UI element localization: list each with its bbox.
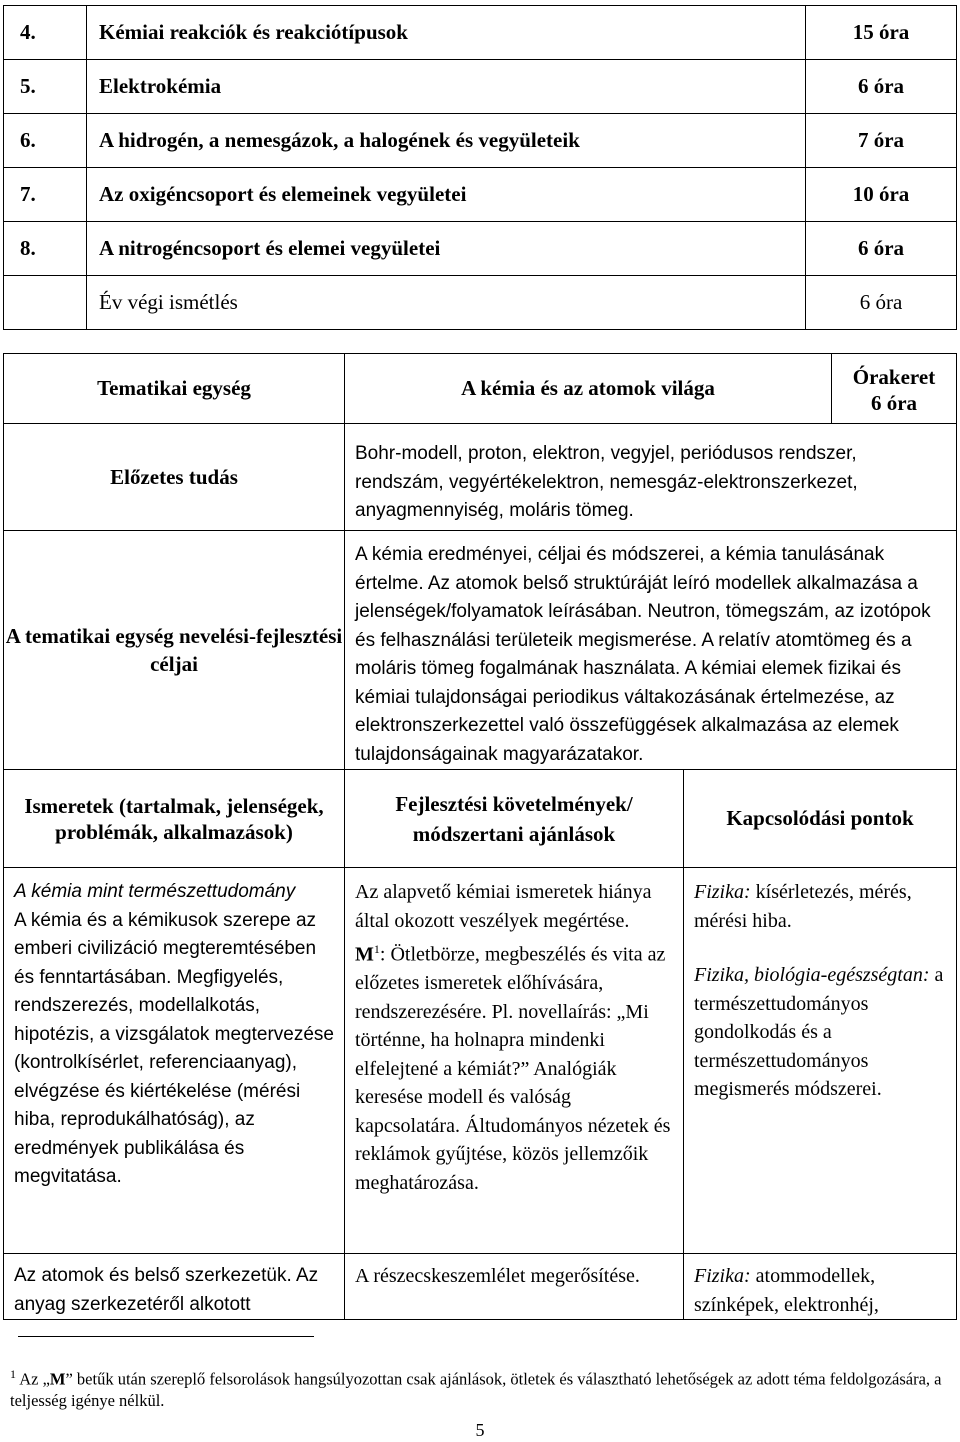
- connection-subject-3: Fizika:: [694, 1265, 751, 1287]
- content-cell-1: [4, 868, 345, 1254]
- connections-cell-2: [684, 1254, 957, 1320]
- thematic-unit-table: [3, 353, 957, 1320]
- topic-title: Elektrokémia: [87, 60, 806, 114]
- connection-subject-2: Fizika, biológia-egészségtan:: [694, 964, 930, 986]
- topic-number: 8.: [4, 222, 87, 276]
- prior-knowledge-text: Bohr-modell, proton, elektron, vegyjel, periódusos rendszer, rendszám, vegyértékelektron, nemesgáz-elektronszerkezet, anyagmennyiség, moláris tömeg.: [345, 424, 957, 531]
- connection-text-3: atommodellek, színképek, elektronhéj,: [694, 1265, 879, 1316]
- col1-header: Ismeretek (tartalmak, jelenségek, problémák, alkalmazások): [4, 770, 345, 868]
- topic-row: [4, 6, 957, 60]
- footnote-text-after: ” betűk után szereplő felsorolások hangsúlyozottan csak ajánlások, ötletek és választható lehetőségek az adott téma feldolgozására, a teljesség igénye nélkül.: [10, 1369, 942, 1410]
- topic-title: Az oxigéncsoport és elemeinek vegyületei: [87, 168, 806, 222]
- topic-title: A hidrogén, a nemesgázok, a halogének és vegyületeik: [87, 114, 806, 168]
- topic-hours: 7 óra: [806, 114, 957, 168]
- requirements-cell-1: [345, 868, 684, 1254]
- goals-label: A tematikai egység nevelési-fejlesztési céljai: [4, 531, 345, 770]
- col2-header: Fejlesztési követelmények/ módszertani ajánlások: [345, 770, 684, 868]
- topic-number: 6.: [4, 114, 87, 168]
- connection-subject-1: Fizika:: [694, 881, 751, 903]
- topic-row: [4, 222, 957, 276]
- connection-text-1: kísérletezés, mérés, mérési hiba.: [694, 881, 912, 932]
- topic-hours: 6 óra: [806, 222, 957, 276]
- unit-hours-cell: [832, 354, 957, 424]
- topic-hours: 6 óra: [806, 60, 957, 114]
- topic-hours: 6 óra: [806, 276, 957, 330]
- hours-label: Órakeret: [852, 364, 936, 389]
- content-text: A kémia és a kémikusok szerepe az emberi civilizáció megteremtésében és fenntartásában. Megfigyelés, rendszerezés, modellalkotás, hipotézis, a vizsgálatok megtervezése (kontrolkísérlet, referenciaanyag), elvégzése és kiértékelése (mérési hiba, reprodukálhatóság), az eredmények publikálása és megvitatása.: [14, 909, 334, 1187]
- topic-row: [4, 114, 957, 168]
- footnote-ref: 1: [373, 942, 380, 956]
- connections-cell-1: [684, 868, 957, 1254]
- topics-table: [3, 5, 957, 330]
- col3-header: Kapcsolódási pontok: [684, 770, 957, 868]
- topic-row: [4, 168, 957, 222]
- requirements-cell-2: A részecskeszemlélet megerősítése.: [345, 1254, 684, 1320]
- content-cell-2: Az atomok és belső szerkezetük. Az anyag szerkezetéről alkotott: [4, 1254, 345, 1320]
- unit-label: Tematikai egység: [4, 354, 345, 424]
- topic-title: Kémiai reakciók és reakciótípusok: [87, 6, 806, 60]
- prior-knowledge-label: Előzetes tudás: [4, 424, 345, 531]
- topic-hours: 15 óra: [806, 6, 957, 60]
- footnote-number: 1: [10, 1367, 16, 1381]
- topic-hours: 10 óra: [806, 168, 957, 222]
- hours-value: 6 óra: [870, 390, 918, 415]
- unit-title: A kémia és az atomok világa: [345, 354, 832, 424]
- requirements-text-1: Az alapvető kémiai ismeretek hiánya által okozott veszélyek megértése.: [355, 881, 652, 932]
- page-number: 5: [475, 1420, 485, 1440]
- topic-number: 7.: [4, 168, 87, 222]
- topic-row: [4, 276, 957, 330]
- connection-text-2: a természettudományos gondolkodás és a természettudományos megismerés módszerei.: [694, 964, 944, 1100]
- goals-text: A kémia eredményei, céljai és módszerei, a kémia tanulásának értelme. Az atomok belső struktúráját leíró modellek alkalmazása a jelenségek/folyamatok leírásában. Neutron, tömegszám, az izotópok és felhasználási területeik megismerése. A relatív atomtömeg és a moláris tömeg fogalmának használata. A kémiai elemek fizikai és kémiai tulajdonságai periodikus váltakozásának értelmezése, az elektronszerkezettel való összefüggések alkalmazása az elemek tulajdonságainak magyarázatakor.: [345, 531, 957, 770]
- footnote: [10, 1364, 950, 1411]
- footnote-divider: [18, 1336, 314, 1337]
- footnote-text-before: Az „: [16, 1369, 50, 1389]
- method-marker: M: [355, 943, 374, 966]
- topic-number: 5.: [4, 60, 87, 114]
- topic-row: [4, 60, 957, 114]
- topic-title: Év végi ismétlés: [87, 276, 806, 330]
- content-subtitle: A kémia mint természettudomány: [14, 881, 296, 902]
- topic-number: [4, 276, 87, 330]
- topic-number: 4.: [4, 6, 87, 60]
- topic-title: A nitrogéncsoport és elemei vegyületei: [87, 222, 806, 276]
- requirements-text-2: : Ötletbörze, megbeszélés és vita az előzetes ismeretek előhívására, rendszerezésére. Pl. novellaírás: „Mi történne, ha holnapra mindenki elfelejtené a kémiát?” Analógiák keresése modell és valóság kapcsolatára. Áltudományos nézetek és reklámok gyűjtése, közös jellemzőik meghatározása.: [355, 943, 671, 1194]
- footnote-marker: M: [49, 1369, 66, 1389]
